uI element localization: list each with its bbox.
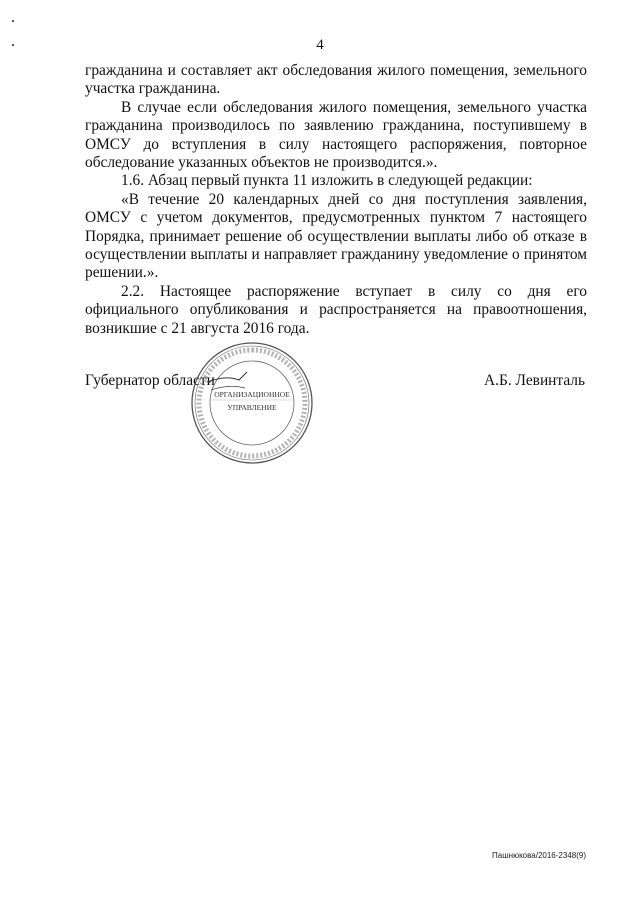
paragraph-effective-date: 2.2. Настоящее распоряжение вступает в силу со дня его официального опубликования и распространяется на правоотношения, возникшие с 21 августа 2016 года. bbox=[85, 282, 587, 337]
paragraph-inspection-note: В случае если обследования жилого помещения, земельного участка гражданина производилось по заявлению гражданина, поступившему в ОМСУ до вступления в силу настоящего распоряжения, повторное обследование указанных объектов не производится.». bbox=[85, 98, 587, 172]
stamp-text-line1: ОРГАНИЗАЦИОННОЕ bbox=[214, 390, 290, 399]
document-body bbox=[85, 62, 587, 338]
official-stamp bbox=[189, 340, 315, 466]
paragraph-amendment-text: «В течение 20 календарных дней со дня поступления заявления, ОМСУ с учетом документов, предусмотренных пунктом 7 настоящего Порядка, принимает решение об осуществлении выплаты либо об отказе в осуществлении выплаты и направляет гражданину уведомление о принятом решении.». bbox=[85, 190, 587, 282]
stamp-text-line2: УПРАВЛЕНИЕ bbox=[227, 403, 277, 412]
scan-speck bbox=[12, 20, 14, 22]
signature-stroke bbox=[207, 372, 247, 382]
page-number: 4 bbox=[316, 37, 324, 53]
document-reference: Пашнюкова/2016-2348(9) bbox=[492, 851, 586, 860]
paragraph-amendment-1-6: 1.6. Абзац первый пункта 11 изложить в следующей редакции: bbox=[121, 172, 533, 190]
signatory-name: А.Б. Левинталь bbox=[484, 372, 585, 389]
signatory-title: Губернатор области bbox=[85, 372, 215, 389]
paragraph-continuation: гражданина и составляет акт обследования жилого помещения, земельного участка гражданина. bbox=[85, 62, 587, 98]
